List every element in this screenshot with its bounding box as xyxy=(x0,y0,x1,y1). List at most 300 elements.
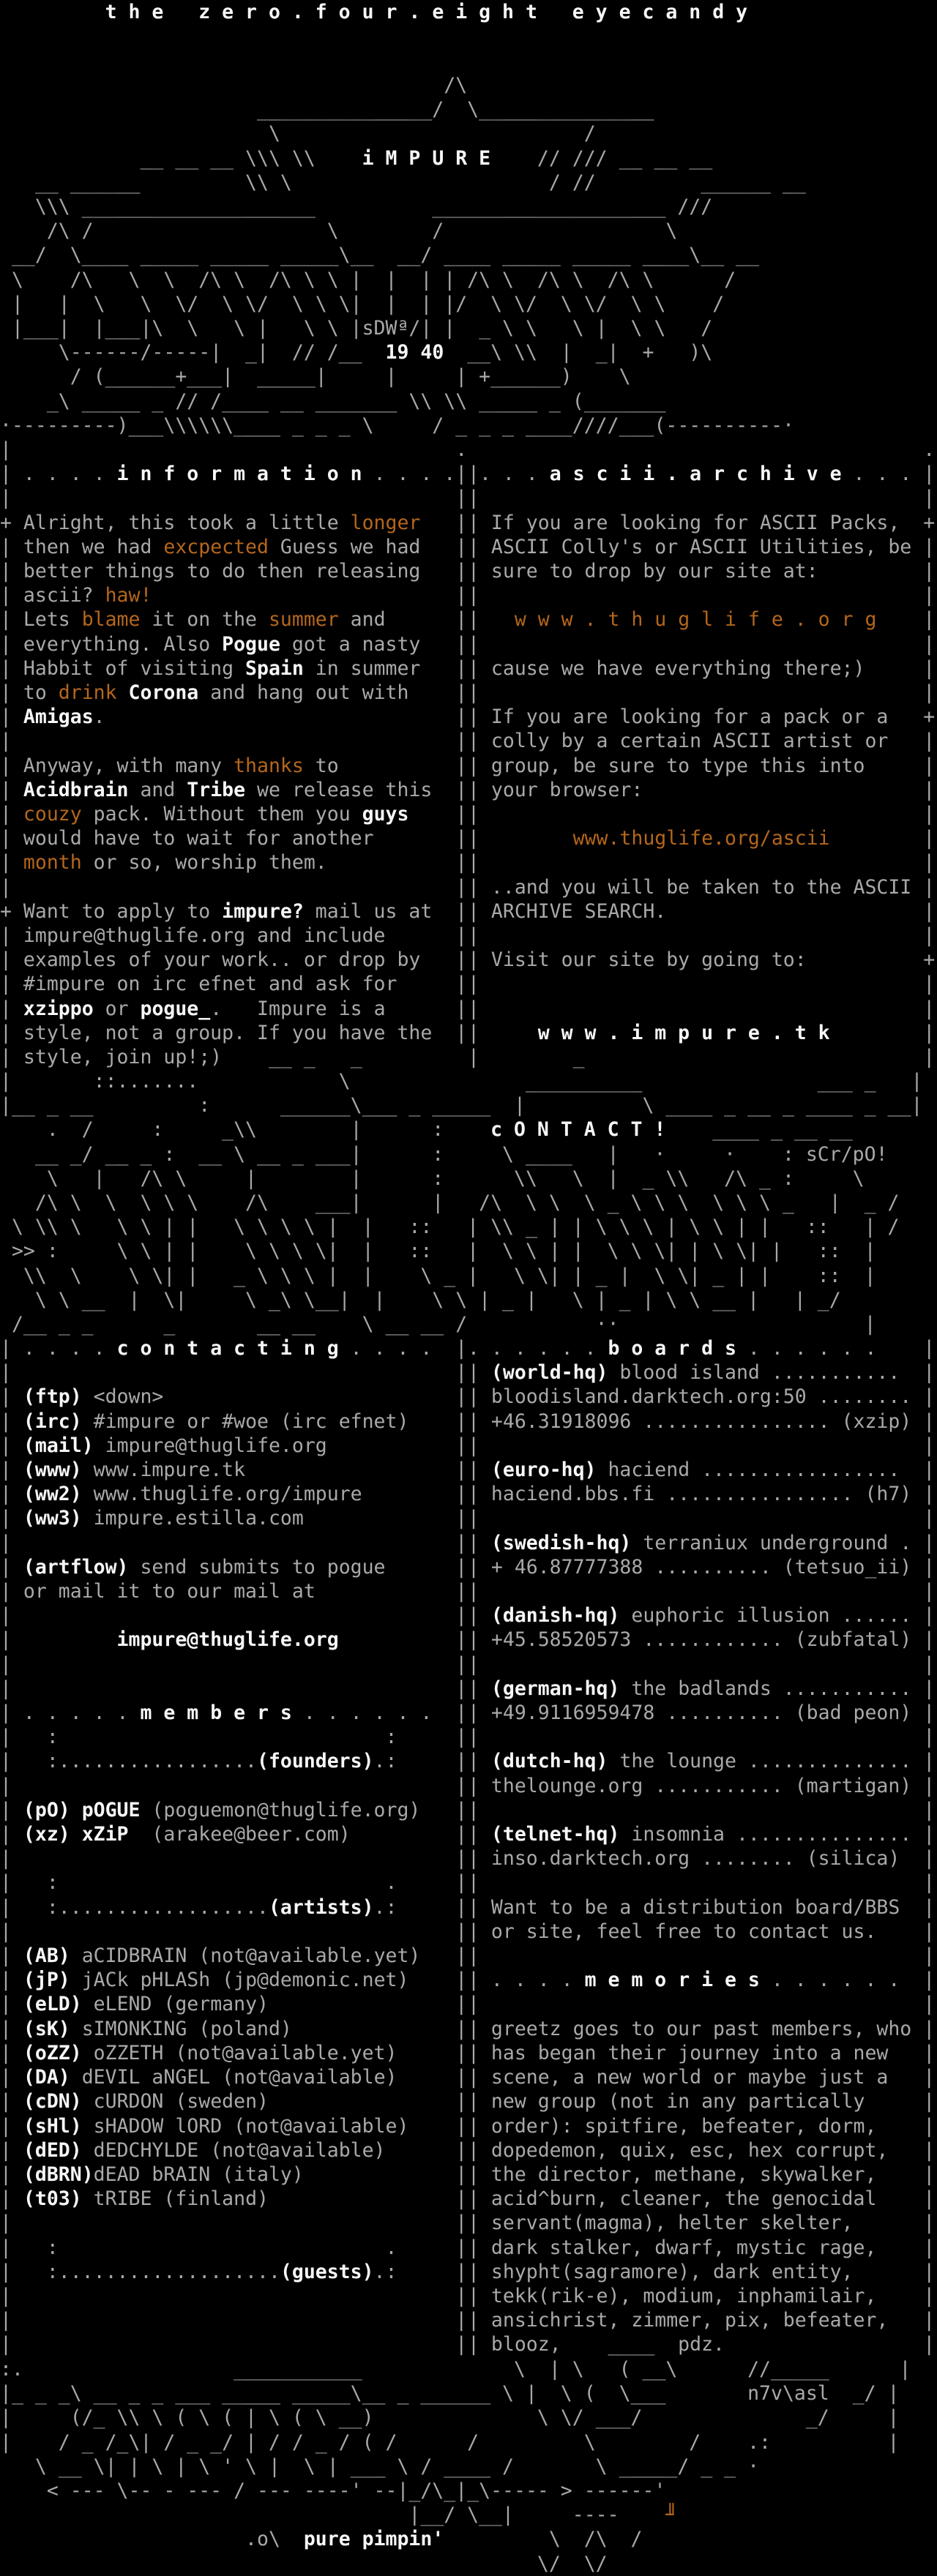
text-segment: \ \ __ | \| \ _\ \__| | \ \ | _ | \ | _ | \ \ __ | | _/ xyxy=(0,1288,841,1311)
text-segment: (artists) xyxy=(268,1895,374,1919)
text-segment xyxy=(420,1799,455,1821)
text-segment: (mail) xyxy=(23,1434,94,1457)
text-segment: c o n t a c t i n g xyxy=(116,1337,339,1360)
text-segment: (jP) xyxy=(23,1969,70,1992)
text-segment: | xyxy=(455,2138,468,2162)
text-segment: | xyxy=(0,875,12,899)
text-segment xyxy=(876,2115,923,2138)
text-segment xyxy=(900,512,923,534)
text-segment: | xyxy=(455,1652,468,1676)
text-segment: | xyxy=(455,754,468,777)
text-segment: or xyxy=(93,997,141,1020)
text-segment xyxy=(888,2066,923,2089)
text-segment: | xyxy=(923,1895,936,1919)
text-segment: ·---------)___\\\\\\____ _ _ _ \ / _ _ _ ____////___(----------· xyxy=(0,413,794,437)
text-segment: | xyxy=(0,997,23,1020)
text-segment: (dBRN) xyxy=(23,2163,94,2186)
text-segment: a s c i i . a r c h i v e xyxy=(549,463,842,486)
text-segment: c O N T A C T ! xyxy=(490,1118,666,1142)
text-segment: /__ _ _ _ __ __ \ __ __ / ·· | xyxy=(0,1313,876,1336)
text-segment xyxy=(408,2115,455,2138)
text-segment xyxy=(865,755,923,777)
text-segment: | xyxy=(455,1555,468,1579)
text-segment xyxy=(911,463,923,485)
text-segment: | xyxy=(0,2212,12,2235)
text-segment: (danish-hq) xyxy=(490,1604,620,1628)
text-segment: | xyxy=(0,1823,23,1846)
text-segment: | xyxy=(455,1726,468,1749)
text-segment xyxy=(876,2285,923,2307)
text-segment xyxy=(269,2187,455,2210)
text-segment xyxy=(479,584,923,607)
text-segment: | better things to do then releasing xyxy=(0,560,421,583)
text-segment xyxy=(479,924,923,947)
text-segment: oZZETH (not@available.yet) xyxy=(81,2041,397,2064)
text-segment: w w w . i m p u r e . t k xyxy=(537,1021,830,1044)
text-segment xyxy=(479,1726,923,1748)
text-segment: | xyxy=(455,730,468,753)
text-segment: | xyxy=(923,803,936,826)
text-segment: | xyxy=(923,2187,936,2211)
text-segment: |__/ \__| ---- xyxy=(0,2504,666,2527)
text-segment: | If you are looking for ASCII Packs, xyxy=(468,511,900,534)
text-segment: euphoric illusion ...... xyxy=(619,1604,912,1628)
text-segment: | acid^burn, cleaner, the genocidal xyxy=(468,2187,877,2211)
text-segment: | xyxy=(923,2017,936,2040)
text-segment: | xyxy=(455,1434,468,1457)
text-segment: | xyxy=(923,560,936,583)
text-segment: | xyxy=(455,1969,468,1992)
text-segment xyxy=(163,1385,455,1408)
text-segment: | If you are looking for a pack or a xyxy=(468,705,889,729)
text-segment: (pO) pOGUE xyxy=(23,1798,141,1821)
text-segment: | xyxy=(455,997,468,1020)
text-segment: | new group (not in any partically xyxy=(468,2090,865,2113)
text-segment: | xyxy=(923,1021,936,1044)
text-segment: . xyxy=(93,705,105,729)
text-segment xyxy=(12,1847,455,1870)
text-segment: | everything. Also xyxy=(0,632,223,656)
text-segment: .: xyxy=(373,1895,397,1919)
text-segment: | xyxy=(0,1531,12,1554)
text-segment: | to xyxy=(0,681,59,705)
text-segment: excpected xyxy=(163,535,269,558)
text-segment xyxy=(117,681,129,704)
text-segment xyxy=(12,730,455,752)
text-segment: | xyxy=(923,656,936,680)
text-segment xyxy=(432,1022,455,1044)
text-segment: | xyxy=(455,1701,468,1725)
text-segment: | has began their journey into a new xyxy=(468,2041,889,2064)
text-segment xyxy=(12,2212,455,2234)
text-segment: + Alright, this took a little xyxy=(0,511,351,534)
text-segment xyxy=(408,803,455,825)
text-segment xyxy=(12,1920,455,1943)
text-segment: | xyxy=(923,1361,936,1385)
text-segment xyxy=(888,2309,923,2332)
text-segment: | xyxy=(923,2212,936,2235)
text-segment: | xyxy=(923,2163,936,2186)
text-segment xyxy=(479,438,923,461)
text-segment: _\ _____ _ // /____ __ _______ \\ \\ _____ _ (_______ xyxy=(0,389,666,413)
text-segment: | would have to wait for another xyxy=(0,827,374,850)
text-segment: | xyxy=(455,1337,468,1360)
text-segment: | xyxy=(455,1750,468,1773)
text-segment: | xyxy=(0,438,12,461)
text-segment xyxy=(420,512,455,534)
text-segment: (artflow) xyxy=(23,1555,129,1579)
text-segment xyxy=(386,1556,456,1579)
text-segment xyxy=(12,1604,455,1627)
text-segment: | xyxy=(0,2066,23,2089)
text-segment: we release this xyxy=(245,778,433,801)
text-segment xyxy=(152,584,455,607)
text-segment: | xyxy=(923,463,936,486)
text-segment xyxy=(876,2236,923,2259)
text-segment: | xyxy=(455,778,468,801)
text-segment: | xyxy=(468,1434,479,1457)
text-segment: w w w . t h u g l i f e . o r g xyxy=(514,608,877,632)
text-segment xyxy=(397,1896,455,1919)
text-segment: | xyxy=(0,1604,12,1628)
text-segment: . . . . xyxy=(23,463,117,486)
text-segment: (poguemon@thuglife.org) xyxy=(140,1798,421,1821)
text-segment: | xyxy=(468,1871,479,1895)
text-segment xyxy=(643,779,923,801)
text-segment: to xyxy=(303,754,339,777)
text-segment: | xyxy=(468,1021,538,1044)
text-segment: pure pimpin' xyxy=(303,2528,444,2551)
text-segment: drink xyxy=(58,681,117,705)
text-segment: | xyxy=(468,584,479,607)
text-segment: dEAD bRAIN (italy) xyxy=(93,2163,304,2186)
text-segment: sHADOW lORD (not@available) xyxy=(81,2114,409,2138)
text-segment: | xyxy=(455,1361,468,1385)
text-segment: | xyxy=(923,1993,936,2016)
text-segment xyxy=(12,1361,455,1384)
text-segment: __ _/ __ _ : __ \ __ _ ___| : \ ____ | · · : sCr/pO! xyxy=(0,1142,888,1166)
text-segment: . / : _\\ | : xyxy=(0,1118,491,1142)
text-segment xyxy=(876,2163,923,2186)
text-segment xyxy=(876,1337,923,1360)
text-segment: | xyxy=(0,2017,23,2040)
text-segment: \ __ \| | \ | \ ' \ | \ | ___ \ / ____ / \ _____/ _ _ · xyxy=(0,2455,760,2478)
text-segment xyxy=(386,924,456,947)
text-segment: (eLD) xyxy=(23,1993,82,2016)
text-segment: (sHl) xyxy=(23,2114,82,2138)
text-segment xyxy=(245,1459,455,1481)
text-segment: | xyxy=(455,1823,468,1846)
text-segment: :. ___________ \ | \ ( __\ //_____ | xyxy=(0,2358,911,2381)
text-segment: | xyxy=(455,2236,468,2259)
text-segment: pogue_ xyxy=(140,997,211,1020)
text-segment xyxy=(900,1361,923,1384)
text-segment: | xyxy=(0,1555,23,1579)
text-segment xyxy=(911,1410,923,1433)
text-segment xyxy=(479,681,923,704)
text-segment: (oZZ) xyxy=(23,2041,82,2064)
text-segment: summer xyxy=(268,608,339,632)
text-segment: pack. Without them you xyxy=(81,803,362,826)
text-segment: /\ / \ / \ xyxy=(0,220,678,243)
text-segment: | xyxy=(455,584,468,607)
text-segment xyxy=(420,657,455,680)
text-segment: (cDN) xyxy=(23,2090,82,2113)
text-segment: | _ xyxy=(468,1046,585,1069)
text-segment xyxy=(911,1701,923,1724)
text-segment: | xyxy=(0,778,23,801)
text-segment: __ ______ \\ \ / // ______ __ xyxy=(0,171,806,194)
text-segment xyxy=(339,755,456,777)
text-segment: | xyxy=(455,560,468,583)
text-segment: | style, join up!;) __ _ _ xyxy=(0,1046,362,1069)
text-segment: | xyxy=(923,2041,936,2064)
text-segment: | xyxy=(923,535,936,558)
text-segment: | xyxy=(0,1361,12,1385)
text-segment: | xyxy=(468,1507,479,1530)
text-segment: | xyxy=(0,1459,23,1482)
text-segment: | your browser: xyxy=(468,778,643,801)
text-segment xyxy=(479,973,923,995)
text-segment: | xyxy=(0,1434,23,1457)
text-segment: | impure@thuglife.org and include xyxy=(0,924,386,948)
text-segment xyxy=(479,803,923,825)
text-segment xyxy=(888,2139,923,2162)
text-segment: impure@thuglife.org xyxy=(116,1628,339,1652)
text-segment: | ASCII Colly's or ASCII Utilities, be xyxy=(468,535,912,558)
text-segment: | xyxy=(0,1677,12,1700)
text-segment xyxy=(397,1750,455,1772)
text-segment: | xyxy=(923,1774,936,1797)
text-segment: | xyxy=(923,1726,936,1749)
text-segment: | tekk(rik-e), modium, inphamilair, xyxy=(468,2284,877,2307)
text-segment: | xyxy=(455,705,468,729)
text-segment xyxy=(397,1726,455,1748)
text-segment: | shypht(sagramore), dark entity, xyxy=(468,2260,854,2283)
text-segment: sIMONKING (poland) xyxy=(70,2017,292,2040)
text-segment xyxy=(888,730,923,752)
text-segment: | xyxy=(923,1798,936,1821)
text-segment: | xyxy=(923,1750,936,1773)
text-segment: insomnia ............... xyxy=(619,1823,912,1846)
text-segment: / (______+___| _____| | | +______) \ xyxy=(0,365,631,389)
text-segment: (arakee@beer.com) xyxy=(128,1823,351,1846)
text-segment: . . . xyxy=(841,463,912,486)
text-segment xyxy=(479,1993,923,2015)
text-segment: (german-hq) xyxy=(490,1677,620,1700)
text-segment: | xyxy=(468,632,479,656)
text-segment: | xyxy=(455,1871,468,1895)
text-segment: xzippo xyxy=(23,997,94,1020)
text-segment: | xyxy=(0,2163,23,2186)
text-segment xyxy=(479,997,923,1020)
text-segment: . . . . xyxy=(23,1337,117,1360)
text-segment xyxy=(12,1653,455,1676)
text-segment xyxy=(807,948,924,971)
text-segment: \ / xyxy=(0,122,596,146)
text-segment xyxy=(900,1847,923,1870)
text-segment: | ::....... \ __________ ___ _ | xyxy=(0,1070,923,1093)
text-segment: | xyxy=(923,1628,936,1652)
text-segment: | dopedemon, quix, esc, hex corrupt, xyxy=(468,2138,889,2162)
text-segment: | xyxy=(455,632,468,656)
text-segment: | xyxy=(468,1361,491,1385)
ascii-archive-section xyxy=(468,438,935,1069)
text-segment: + xyxy=(923,948,936,972)
text-segment: | xyxy=(923,1459,936,1482)
text-segment: | xyxy=(923,584,936,607)
text-segment: | xyxy=(468,803,479,826)
text-segment: | xyxy=(923,1652,936,1676)
text-segment: | xyxy=(923,2260,936,2283)
text-segment xyxy=(12,487,455,509)
text-segment xyxy=(397,2042,455,2064)
text-segment: | ARCHIVE SEARCH. xyxy=(468,899,667,923)
text-segment: | xyxy=(923,681,936,705)
text-segment: jACk pHLASh (jp@demonic.net) xyxy=(70,1969,409,1992)
text-segment: | xyxy=(923,924,936,948)
text-segment: thanks xyxy=(234,754,304,777)
text-segment: m e m o r i e s xyxy=(584,1969,760,1992)
text-segment: . . . . . . xyxy=(736,1337,877,1360)
text-segment: | (/_ \\ \ ( \ ( | \ ( \ __) \ \/ ___/ _/ | xyxy=(0,2406,900,2430)
footer-art xyxy=(0,2357,911,2576)
text-segment: | xyxy=(923,2138,936,2162)
text-segment: . Impure is a xyxy=(210,997,386,1020)
text-segment: | xyxy=(455,973,468,996)
text-segment: | group, be sure to type this into xyxy=(468,754,865,777)
text-segment: | xyxy=(0,1847,12,1871)
text-segment: | xyxy=(923,608,936,632)
text-segment xyxy=(420,948,455,971)
text-segment: dEDCHYLDE (not@available) xyxy=(81,2138,386,2162)
text-segment: | xyxy=(468,1798,479,1821)
text-segment: | : . xyxy=(0,2236,397,2259)
text-segment: | xyxy=(455,487,468,510)
text-segment: cURDON (sweden) xyxy=(81,2090,269,2113)
text-segment xyxy=(327,1434,456,1457)
text-segment: | xyxy=(0,1993,23,2016)
text-segment: dEVIL aNGEL (not@available) xyxy=(70,2066,397,2089)
text-segment: (t03) xyxy=(23,2187,82,2211)
text-segment: | xyxy=(455,948,468,972)
text-segment: | xyxy=(468,997,479,1020)
text-segment: #impure or #woe (irc efnet) xyxy=(81,1409,409,1433)
text-segment xyxy=(479,1944,923,1967)
text-segment: | xyxy=(0,705,23,729)
text-segment: | xyxy=(0,1798,23,1821)
text-segment: (ftp) xyxy=(23,1385,82,1409)
text-segment xyxy=(351,1823,456,1846)
text-segment: | xyxy=(468,1677,491,1700)
text-segment: (swedish-hq) xyxy=(490,1531,632,1554)
text-segment: | xyxy=(468,1726,479,1749)
text-segment: | xyxy=(923,1701,936,1725)
text-segment xyxy=(12,2285,455,2307)
text-segment: | xyxy=(455,1628,468,1652)
nfo-title-line xyxy=(0,0,747,24)
text-segment: | :.................. xyxy=(0,1895,269,1919)
text-segment xyxy=(386,997,456,1020)
text-segment: <down> xyxy=(81,1385,164,1409)
text-segment: \\ \ \ \| | _ \ \ \ | | \ _ | \ \| | _ | \ \| _ | | :: | xyxy=(0,1264,876,1287)
text-segment: | xyxy=(923,1555,936,1579)
text-segment: .: xyxy=(373,2260,397,2283)
text-segment: | xyxy=(923,1580,936,1603)
text-segment: www.thuglife.org/ascii xyxy=(572,827,830,850)
text-segment: | xyxy=(468,1652,479,1676)
text-segment xyxy=(865,2090,923,2113)
text-segment: | xyxy=(455,851,468,875)
text-segment: (telnet-hq) xyxy=(490,1823,620,1846)
text-segment: | xyxy=(923,1385,936,1409)
text-segment xyxy=(479,1653,923,1676)
text-segment: guys xyxy=(362,803,409,826)
text-segment: | +49.9116959478 .......... (bad peon) xyxy=(468,1701,912,1725)
text-segment: | xyxy=(455,1580,468,1603)
text-segment xyxy=(888,2042,923,2064)
text-segment: | xyxy=(468,1823,491,1846)
text-segment: | xyxy=(0,487,12,510)
text-segment xyxy=(105,705,456,728)
text-segment: | xyxy=(468,463,479,486)
text-segment xyxy=(339,1628,456,1651)
text-segment: | xyxy=(923,1871,936,1895)
text-segment: | style, not a group. If you have the xyxy=(0,1021,433,1044)
text-segment xyxy=(420,560,455,583)
text-segment: + xyxy=(923,511,936,534)
text-segment xyxy=(12,438,455,461)
text-segment: | sure to drop by our site at: xyxy=(468,560,818,583)
text-segment: | xyxy=(455,924,468,948)
text-segment: | xyxy=(923,1677,936,1700)
text-segment: | xyxy=(923,1507,936,1530)
text-segment xyxy=(432,900,455,923)
text-segment: | xyxy=(923,1604,936,1628)
text-segment: b o a r d s xyxy=(608,1337,736,1360)
text-segment: | xyxy=(468,1993,479,2016)
text-segment: | xyxy=(455,511,468,534)
text-segment: | xyxy=(0,2090,23,2113)
text-segment: | xyxy=(0,851,23,875)
text-segment: __\ \\ | _| + )\ xyxy=(444,341,713,364)
text-segment: | xyxy=(923,1483,936,1506)
text-segment: couzy xyxy=(23,803,82,826)
text-segment: i M P U R E xyxy=(362,146,491,170)
text-segment: | ansichrist, zimmer, pix, befeater, xyxy=(468,2309,889,2332)
text-segment: | xyxy=(468,608,515,632)
contacting-members-section xyxy=(0,1336,467,2357)
text-segment: | xyxy=(455,827,468,850)
text-segment: . xyxy=(455,438,468,461)
text-segment xyxy=(432,1337,455,1360)
text-segment: \------/-----| _| // /__ xyxy=(0,341,386,364)
text-segment: | xyxy=(0,1628,117,1652)
text-segment: | xyxy=(0,2041,23,2064)
text-segment: \ /\ \ \ /\ \ /\ \ \ | | | | /\ \ /\ \ /\ \ / xyxy=(0,268,736,291)
text-segment: | xyxy=(923,2114,936,2138)
text-segment: | xyxy=(468,1580,479,1603)
text-segment: ╜ xyxy=(665,2504,678,2527)
text-segment: eLEND (germany) xyxy=(81,1993,269,2016)
text-segment: | xyxy=(455,2284,468,2307)
text-segment: | xyxy=(0,2284,12,2307)
text-segment: or so, worship them. xyxy=(81,851,327,875)
text-segment: | xyxy=(455,2090,468,2113)
text-segment xyxy=(12,1677,455,1700)
text-segment: i n f o r m a t i o n xyxy=(116,463,362,486)
text-segment xyxy=(327,851,456,874)
